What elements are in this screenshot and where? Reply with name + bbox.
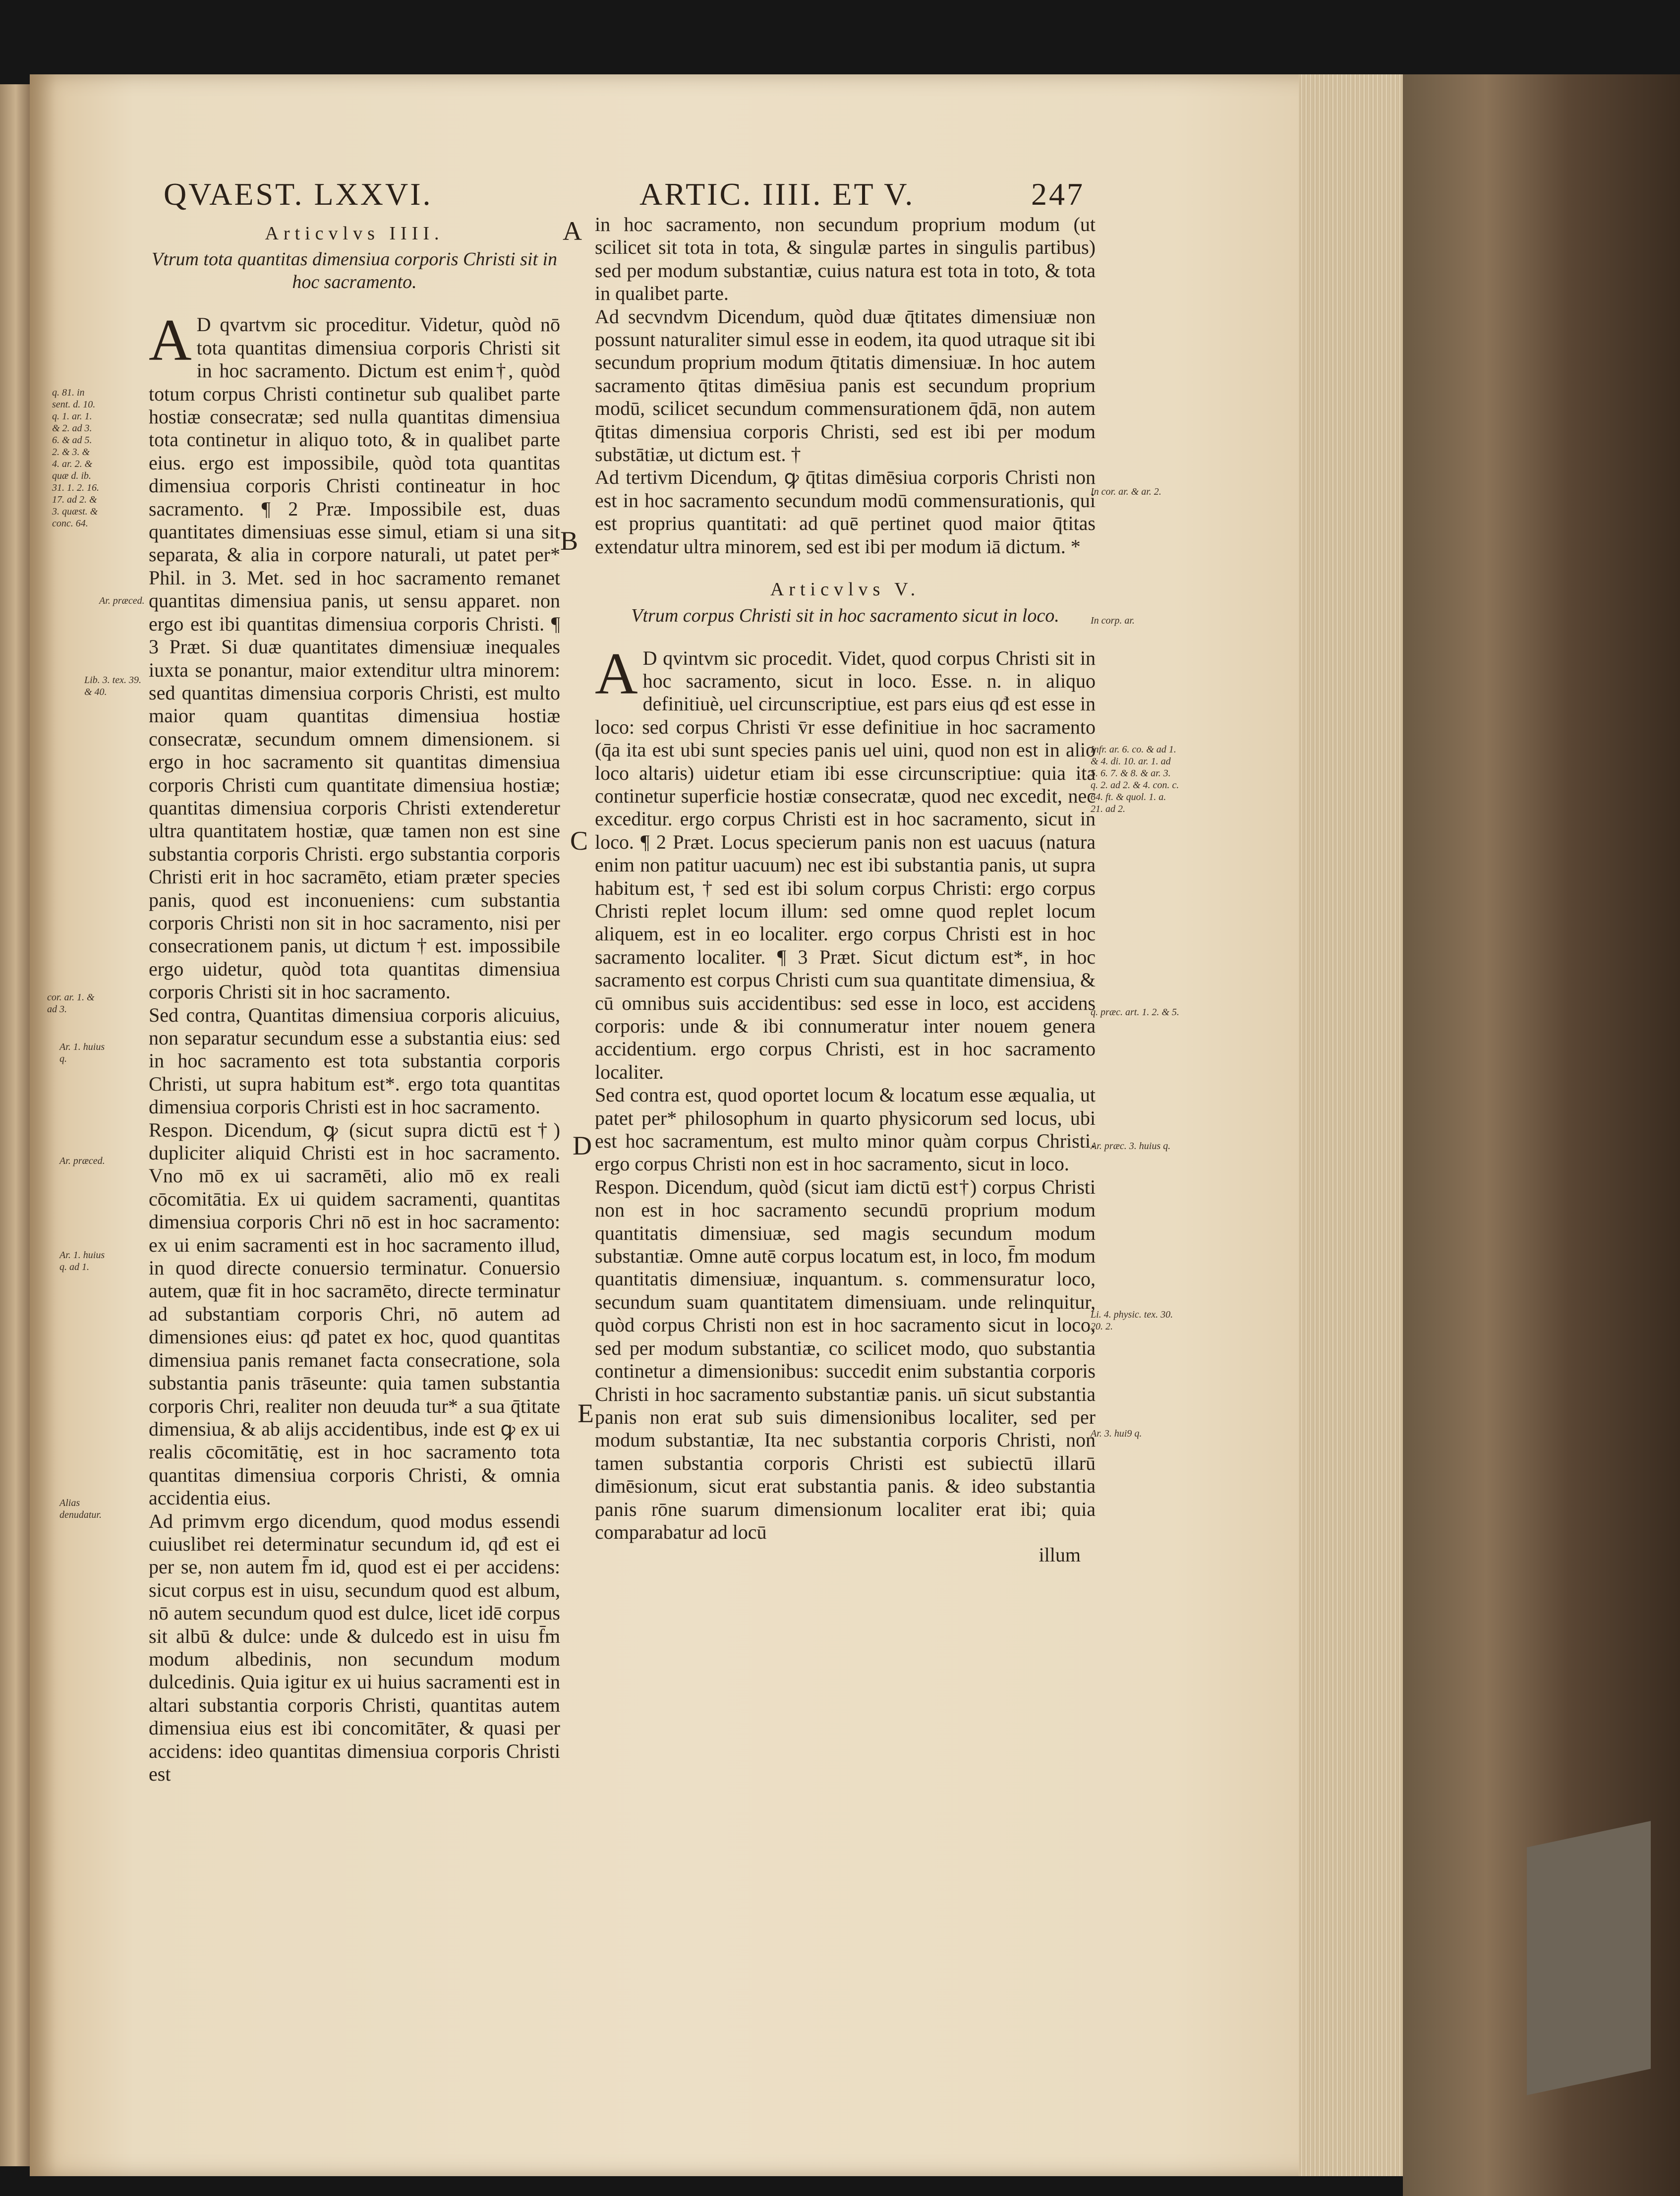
section-letter: E	[578, 1398, 594, 1428]
marginal-note: Ar. præced.	[59, 1156, 105, 1166]
marginal-note: Ar. 1. huius q. ad 1.	[59, 1250, 105, 1272]
column-left	[149, 218, 560, 1786]
article-4-ad-tertium: Ad tertivm Dicendum, ꝙ q̄titas dimēsiua corporis Christi non est in hoc sacramento secundum modū commensurationis, qui est proprius quantitati: ad quē pertinet quod maior q̄titas extendatur ultra minorem, sed est ibi per modum iā dictum. *	[595, 466, 1096, 558]
running-head-left: QVAEST. LXXVI.	[164, 176, 433, 212]
article-4-continuation: in hoc sacramento, non secundum proprium modum (ut scilicet sit tota in tota, & singulæ partes in singulis partibus) sed per modum substantiæ, cuius natura est tota in toto, & tota in qualibet parte.	[595, 213, 1096, 305]
marginal-note: Li. 4. physic. tex. 30. 20. 2.	[1091, 1309, 1173, 1332]
running-head-right: ARTIC. IIII. ET V.	[639, 176, 915, 212]
dropcap: A	[149, 307, 192, 373]
column-right	[595, 213, 1096, 1567]
section-letter: C	[570, 826, 588, 856]
article-4-heading: Articvlvs IIII.	[265, 223, 444, 244]
dropcap: A	[595, 640, 638, 706]
article-5-text: D qvintvm sic procedit. Videt, quod corpus Christi sit in hoc sacramento, sicut in loco. Esse. n. in aliquo definitiuè, uel circunscriptiue, est pars eius qđ est esse in loco: sed corpus Christi v̄r esse definitiue in hoc sacramento (q̄a ita est ubi sunt species panis uel uini, quod non est in alio loco altaris) uidetur etiam ibi esse circunscriptiue: quia ita continetur superficie hostiæ consecratæ, quod nec excedit, nec exceditur. ergo corpus Christi est in hoc sacramento, sicut in loco. ¶ 2 Præt. Locus specierum panis non est uacuus (natura enim non patitur uacuum) nec est ibi substantia panis, ut supra habitum est, † sed est ibi solum corpus Christi: ergo corpus Christi replet locum illum: sed omne quod replet locum aliquem, est in eo localiter. ergo corpus Christi est in hoc sacramento localiter. ¶ 3 Præt. Sicut dictum est*, in hoc sacramento est corpus Christi cum sua quantitate dimensiua, & cū omnibus suis accidentibus: sed esse in loco, est accidens corporis: unde & ibi connumeratur inter nouem genera accidentium. ergo corpus Christi, est in hoc sacramento localiter.	[595, 646, 1096, 1083]
page-number: 247	[1031, 176, 1085, 212]
marginal-note: cor. ar. 1. & ad 3.	[47, 992, 95, 1015]
article-4-objections	[149, 307, 560, 1003]
article-4-sed-contra: Sed contra, Quantitas dimensiua corporis alicuius, non separatur secundum esse a substantia eius: sed in hoc sacramento est tota substantia corporis Christi, ut supra habitum est*. ergo tota quantitas dimensiua corporis Christi est in hoc sacramento.	[149, 1003, 560, 1118]
article-4-ad-primum: Ad primvm ergo dicendum, quod modus essendi cuiuslibet rei determinatur secundum id, qđ est ei per se, non autem f̄m id, quod est ei per accidens: sicut corpus est in uisu, secundum quod est album, nō autem secundum quod est dulce, licet idē corpus sit albū & dulce: unde & dulcedo est in uisu f̄m modum albedinis, non secundum modum dulcedinis. Quia igitur ex ui huius sacramenti est in altari substantia corporis Christi, quantitas autem dimensiua eius est ibi concomitāter, & quasi per accidens: ideo quantitas dimensiua corporis Christi est	[149, 1509, 560, 1785]
section-letter: A	[563, 216, 582, 246]
marginal-note: Alias denudatur.	[59, 1498, 102, 1520]
section-letter: D	[573, 1131, 592, 1160]
marginal-note: Ar. 3. hui9 q.	[1091, 1428, 1142, 1439]
marginal-note: Infr. ar. 6. co. & ad 1. & 4. di. 10. ar. 1. ad 5. 6. 7. & 8. & ar. 3. q. 2. ad 2. & 4. con. c. 64. ft. & quol. 1. a. 21. ad 2.	[1091, 744, 1179, 814]
cover-corner	[1527, 1821, 1651, 2095]
marginal-note: Lib. 3. tex. 39. & 40.	[84, 675, 141, 697]
marginal-note: Ar. præced.	[99, 595, 145, 606]
marginal-note: Ar. præc. 3. huius q.	[1091, 1141, 1171, 1152]
article-4-respondeo: Respon. Dicendum, ꝙ (sicut supra dictū est†) dupliciter aliquid Christi est in hoc sacramento. Vno mō ex ui sacramēti, alio mō ex reali cōcomitātia. Ex ui quidem sacramenti, quantitas dimensiua corporis Chri nō est in hoc sacramento: ex ui enim sacramenti est in hoc sacramento illud, in quod directe conuersio terminatur. Conuersio autem, quæ fit in hoc sacramēto, directe terminatur ad substantiam corporis Chri, nō autem ad dimensiones eius: qđ patet ex hoc, quod quantitas dimensiua panis remanet facta consecratione, sola substantia panis trāseunte: quia tamen substantia corporis Chri, realiter non deuuda tur* a sua q̄titate dimensiua, & ab alijs accidentibus, inde est ꝙ ex ui realis cōcomitātię, est in hoc sacramento tota quantitas dimensiua corporis Christi, & omnia accidentia eius.	[149, 1118, 560, 1509]
section-letter: B	[560, 526, 579, 556]
marginal-note: q. præc. art. 1. 2. & 5.	[1091, 1007, 1179, 1018]
article-4-text: D qvartvm sic proceditur. Videtur, quòd nō tota quantitas dimensiua corporis Christi sit in hoc sacramento. Dictum est enim†, quòd totum corpus Christi continetur sub qualibet parte hostiæ consecratæ; sed nulla quantitas dimensiua tota continetur in aliquo toto, & in qualibet parte eius. ergo est impossibile, quòd tota quantitas dimensiua corporis Christi contineatur in hoc sacramento. ¶ 2 Præ. Impossibile est, duas quantitates dimensiuas esse simul, etiam si una sit separata, & alia in corpore naturali, ut patet per* Phil. in 3. Met. sed in hoc sacramento remanet quantitas dimensiua panis, ut sensu apparet. non ergo est ibi quantitas dimensiua corporis Christi. ¶ 3 Præt. Si duæ quantitates dimensiuæ inequales iuxta se ponantur, maior extenditur ultra minorem: sed quantitas dimensiua corporis Christi, est multo maior quam quantitas dimensiua hostiæ consecratæ, secundum omnem dimensionem. si ergo in hoc sacramento sit quantitas dimensiua corporis Christi cum quantitate dimensiua hostiæ; quantitas dimensiua corporis Christi extenderetur ultra quantitatem hostiæ, quæ tamen non est sine substantia corporis Christi. ergo substantia corporis Christi erit in hoc sacramēto, etiam præter species panis, quod est inconueniens: cum substantia corporis Christi non sit in hoc sacramento, nisi per consecrationem panis, ut dictum † est. impossibile ergo uidetur, quòd tota quantitas dimensiua corporis Christi sit in hoc sacramento.	[149, 313, 560, 1003]
article-5-objections	[595, 640, 1096, 1084]
article-5-heading: Articvlvs V.	[770, 579, 921, 600]
article-5-respondeo: Respon. Dicendum, quòd (sicut iam dictū est†) corpus Christi non est in hoc sacramento secundū proprium modum quantitatis dimensiuæ, sed magis secundum modum substantiæ. Omne autē corpus locatum est, in loco, f̄m modum quantitatis dimensiuæ, inquantum. s. commensuratur loco, secundum suam quantitatem dimensiuam. unde relinquitur, quòd corpus Christi non est in hoc sacramento sicut in loco, sed per modum substantiæ, co scilicet modo, quo substantia continetur a dimensionibus: succedit enim substantia corporis Christi in hoc sacramento substantiæ panis. un̄ sicut substantia panis non erat sub suis dimensionibus localiter, sed per modum substantiæ, Ita nec substantia corporis Christi, non tamen substantia corporis Christi est subiectū illarū dimēsionum, sicut erat substantia panis. & ideo substantia panis rōne suarum dimensionum localiter erat ibi; quia comparabatur ad locū	[595, 1175, 1096, 1543]
marginal-note: In cor. ar. & ar. 2.	[1091, 486, 1161, 497]
article-5-title: Vtrum corpus Christi sit in hoc sacramento sicut in loco.	[631, 605, 1059, 626]
page-edges	[1299, 74, 1403, 2176]
catchword: illum	[1039, 1544, 1081, 1566]
article-4-ad-secundum: Ad secvndvm Dicendum, quòd duæ q̄titates dimensiuæ non possunt naturaliter simul esse in eodem, ita quod utraque sit ibi secundum proprium modum q̄titatis dimensiuæ. In hoc autem sacramento q̄titas dimēsiua panis est secundum proprium modū, scilicet secundum commensurationem q̄dā, non autem q̄titas dimensiua corporis Christi, sed est ibi per modum substātiæ, ut dictum est. †	[595, 305, 1096, 466]
marginal-note: q. 81. in sent. d. 10. q. 1. ar. 1. & 2. ad 3. 6. & ad 5. 2. & 3. & 4. ar. 2. & quæ d. ib. 31. 1. 2. 16. 17. ad 2. & 3. quæst. & conc. 64.	[52, 387, 99, 529]
marginal-note: In corp. ar.	[1091, 615, 1135, 626]
article-5-sed-contra: Sed contra est, quod oportet locum & locatum esse æqualia, ut patet per* philosophum in quarto physicorum sed locus, ubi est hoc sacramentum, est multo minor quàm corpus Christi. ergo corpus Christi non est in hoc sacramento, sicut in loco.	[595, 1084, 1096, 1175]
article-4-title: Vtrum tota quantitas dimensiua corporis Christi sit in hoc sacramento.	[151, 249, 558, 293]
marginal-note: Ar. 1. huius q.	[59, 1041, 105, 1064]
